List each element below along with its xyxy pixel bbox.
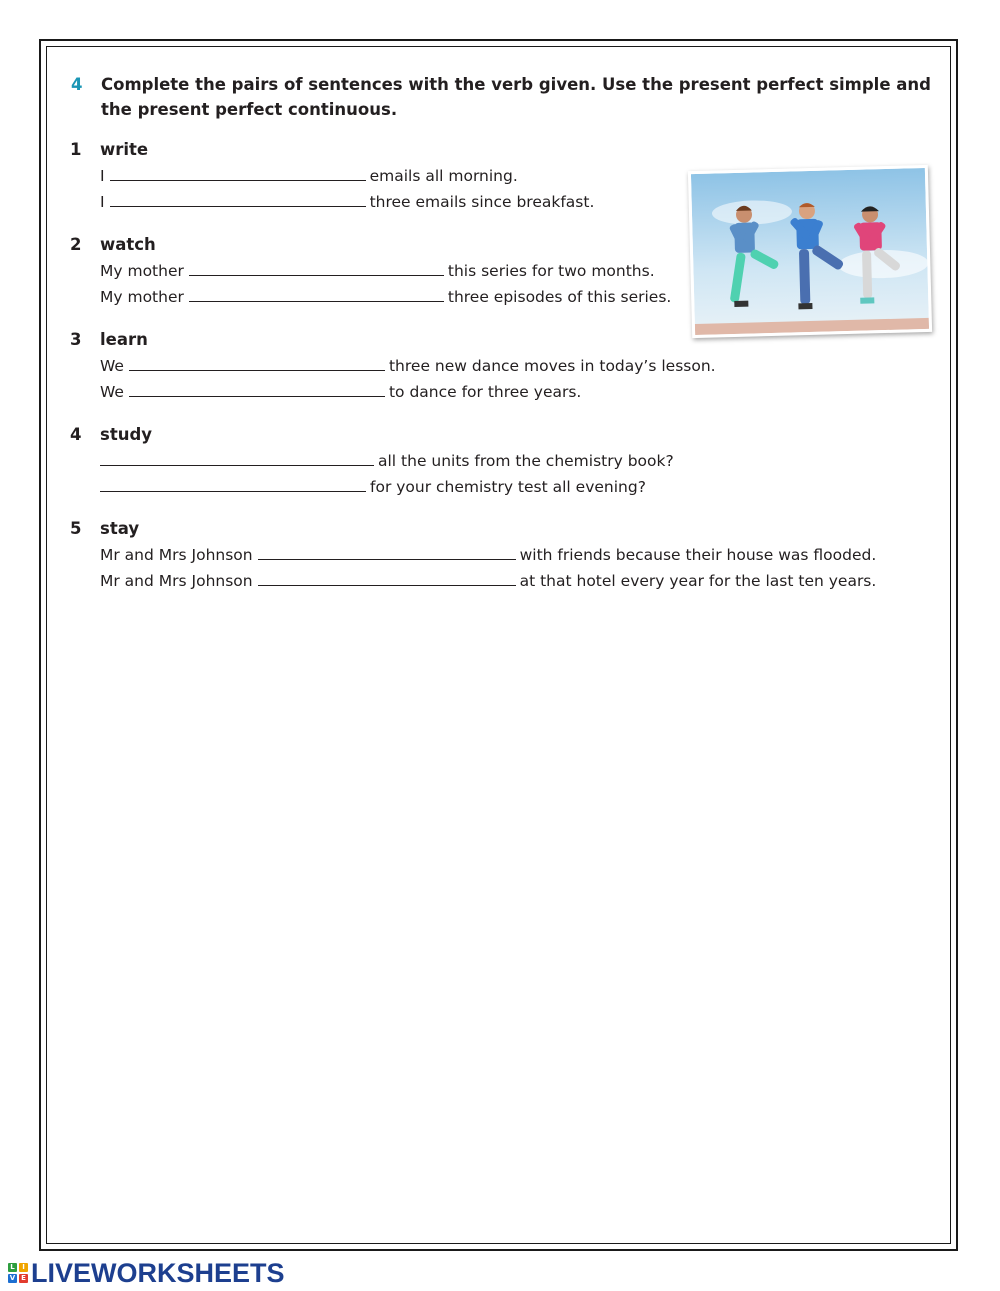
item-stay [70, 516, 876, 594]
sentence-end: three episodes of this series. [447, 288, 672, 306]
logo-letter-i: I [19, 1263, 28, 1272]
logo-letter-v: V [9, 1274, 16, 1282]
item-write [70, 137, 594, 215]
item-verb: watch [100, 235, 156, 254]
item-watch [70, 232, 671, 310]
item-heading [70, 422, 674, 448]
sentence-line [100, 284, 671, 310]
sentence-start: I [100, 167, 105, 185]
logo-mark [8, 1263, 28, 1283]
sentence-end: with friends because their house was flooded. [519, 546, 877, 564]
item-number: 1 [70, 140, 82, 159]
item-heading [70, 516, 876, 542]
instruction-text: Complete the pairs of sentences with the verb given. Use the present perfect simple and the present perfect continuous. [101, 75, 931, 119]
sentence-end: emails all morning. [369, 167, 518, 185]
sentence-end: three emails since breakfast. [369, 193, 595, 211]
item-heading [70, 327, 716, 353]
item-study [70, 422, 674, 500]
item-number: 5 [70, 519, 82, 538]
exercise-number: 4 [71, 75, 83, 94]
answer-blank[interactable] [110, 163, 366, 181]
answer-blank[interactable] [129, 353, 385, 371]
sentence-end: this series for two months. [447, 262, 655, 280]
sentence-start: Mr and Mrs Johnson [100, 572, 253, 590]
liveworksheets-logo[interactable] [8, 1258, 285, 1288]
answer-blank[interactable] [110, 189, 366, 207]
logo-text: LIVEWORKSHEETS [31, 1258, 285, 1288]
answer-blank[interactable] [100, 474, 366, 492]
item-verb: write [100, 140, 149, 159]
sentence-start: We [100, 357, 124, 375]
sentence-line [100, 474, 674, 500]
item-heading [70, 137, 594, 163]
item-verb: stay [100, 519, 140, 538]
answer-blank[interactable] [100, 448, 374, 466]
sentence-line [100, 353, 716, 379]
logo-letter-l: L [8, 1263, 17, 1272]
sentence-line [100, 542, 876, 568]
logo-letter-e: E [19, 1274, 28, 1283]
answer-blank[interactable] [189, 284, 444, 302]
sentence-line [100, 163, 594, 189]
sentence-end: for your chemistry test all evening? [370, 478, 646, 496]
sentence-end: at that hotel every year for the last ten years. [519, 572, 877, 590]
worksheet-inner-frame [46, 46, 951, 1244]
exercise-instruction [71, 72, 931, 122]
sentence-start: I [100, 193, 105, 211]
dancers-photo [688, 165, 932, 338]
sentence-end: all the units from the chemistry book? [378, 452, 674, 470]
item-verb: learn [100, 330, 148, 349]
answer-blank[interactable] [258, 542, 516, 560]
item-learn [70, 327, 716, 405]
answer-blank[interactable] [129, 379, 385, 397]
sentence-line [100, 189, 594, 215]
answer-blank[interactable] [189, 258, 444, 276]
sentence-start: My mother [100, 288, 184, 306]
item-verb: study [100, 425, 153, 444]
sentence-start: My mother [100, 262, 184, 280]
sentence-end: to dance for three years. [388, 383, 582, 401]
item-number: 2 [70, 235, 82, 254]
sentence-start: We [100, 383, 124, 401]
answer-blank[interactable] [258, 568, 516, 586]
item-number: 4 [70, 425, 82, 444]
sentence-line [100, 568, 876, 594]
dancers-illustration [691, 168, 929, 335]
item-heading [70, 232, 671, 258]
sentence-start: Mr and Mrs Johnson [100, 546, 253, 564]
sentence-line [100, 258, 671, 284]
sentence-line [100, 448, 674, 474]
item-number: 3 [70, 330, 82, 349]
sentence-line [100, 379, 716, 405]
sentence-end: three new dance moves in today’s lesson. [388, 357, 716, 375]
worksheet-frame [39, 39, 958, 1251]
